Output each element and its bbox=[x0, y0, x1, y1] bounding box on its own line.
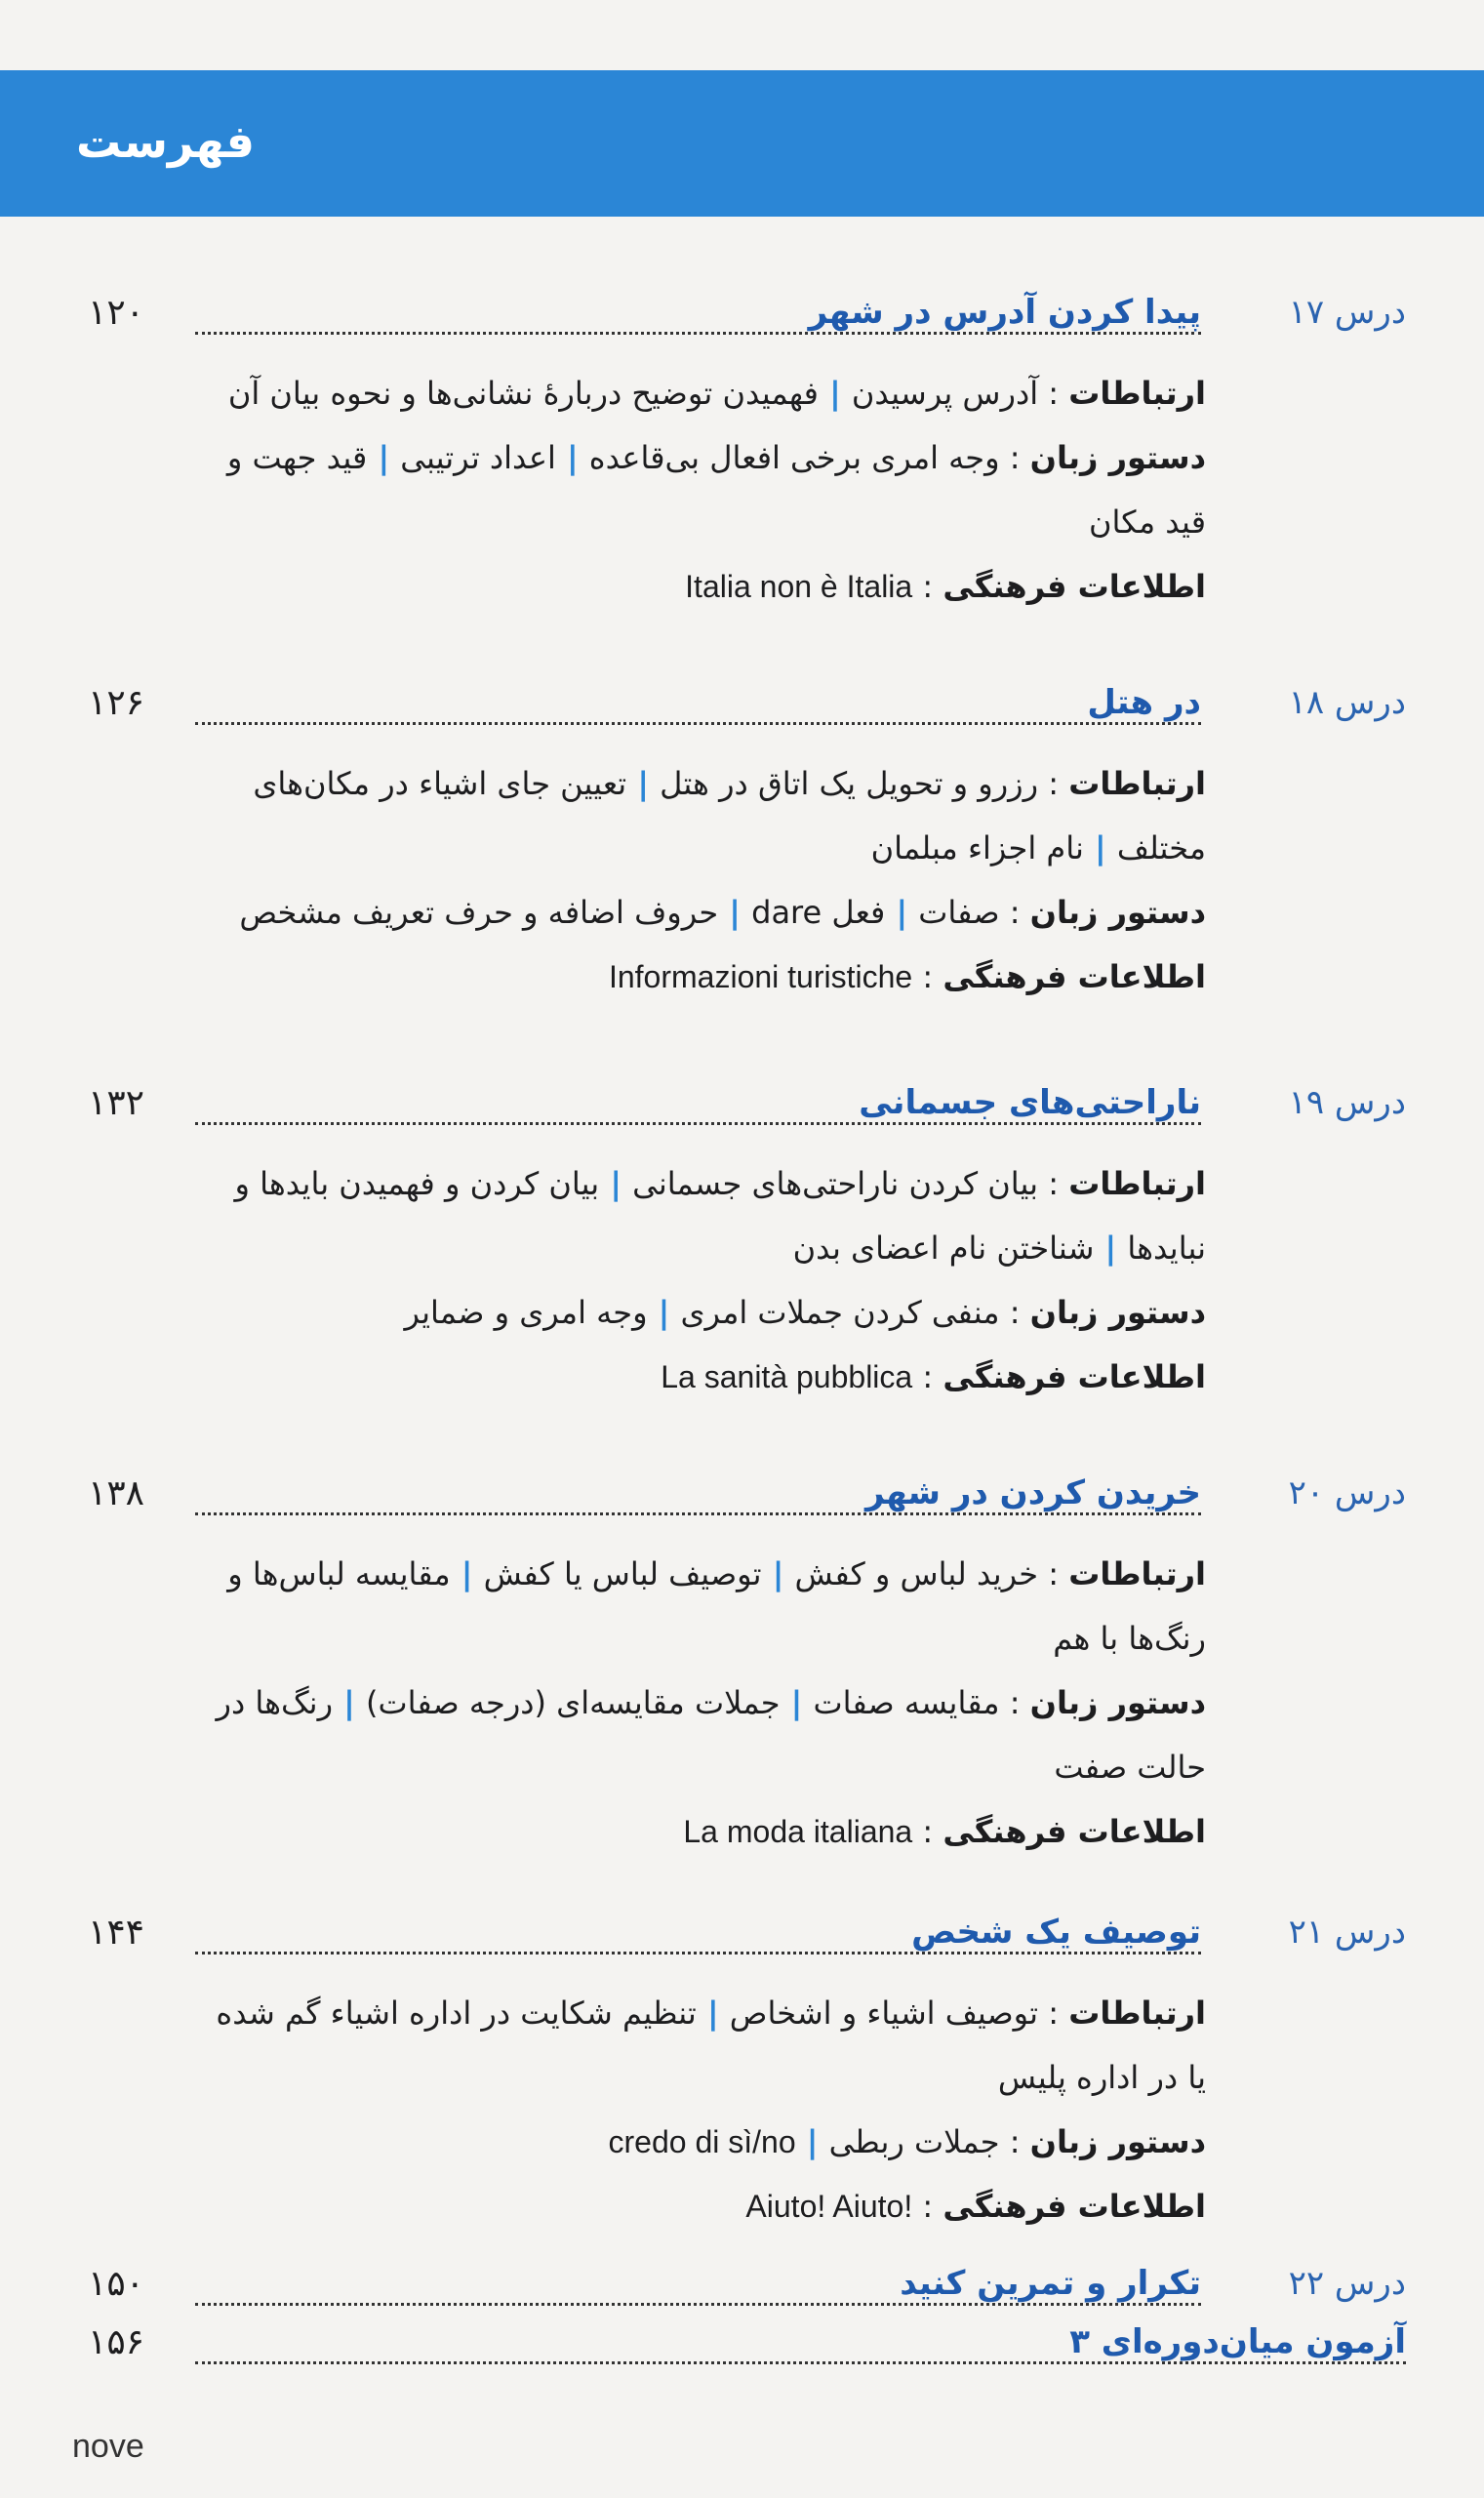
detail-value: خرید لباس و کفش bbox=[794, 1555, 1039, 1592]
detail-value: آدرس پرسیدن bbox=[851, 375, 1039, 412]
lesson-detail-line bbox=[190, 1671, 1206, 1799]
lesson-detail-line bbox=[190, 361, 1206, 425]
lesson-detail-line bbox=[190, 1799, 1206, 1864]
colon: : bbox=[1038, 765, 1069, 802]
lesson-detail-line bbox=[190, 425, 1206, 554]
detail-key: اطلاعات فرهنگی bbox=[943, 568, 1206, 605]
detail-value: رزرو و تحویل یک اتاق در هتل bbox=[660, 765, 1039, 802]
detail-key: دستور زبان bbox=[1029, 1684, 1206, 1721]
detail-value: مقایسه صفات bbox=[813, 1684, 1000, 1721]
lesson-detail-line bbox=[190, 1981, 1206, 2110]
lesson-title: خریدن کردن در شهر bbox=[854, 1473, 1201, 1512]
detail-value: اعداد ترتیبی bbox=[400, 439, 556, 476]
detail-latin-value: Italia non è Italia bbox=[685, 569, 913, 604]
detail-value: وجه امری و ضمایر bbox=[404, 1294, 648, 1331]
colon: : bbox=[999, 894, 1030, 931]
colon: : bbox=[999, 1294, 1030, 1331]
detail-key: دستور زبان bbox=[1029, 439, 1206, 476]
page-title: فهرست bbox=[76, 115, 256, 168]
detail-value: تعیین جای اشیاء در مکان‌های مختلف bbox=[253, 765, 1206, 866]
colon: : bbox=[912, 2188, 943, 2225]
separator: | bbox=[599, 1165, 633, 1202]
detail-value: جملات ربطی bbox=[828, 2123, 1000, 2160]
lesson-detail-line bbox=[190, 554, 1206, 619]
lesson-detail-line bbox=[190, 1345, 1206, 1409]
dot-leader bbox=[195, 2303, 1201, 2306]
colon: : bbox=[912, 1813, 943, 1850]
separator: | bbox=[555, 439, 589, 476]
colon: : bbox=[912, 1358, 943, 1395]
detail-key: اطلاعات فرهنگی bbox=[943, 1813, 1206, 1850]
detail-value: مقایسه لباس‌ها و رنگ‌ها با هم bbox=[227, 1555, 1206, 1657]
separator: | bbox=[696, 1994, 730, 2032]
dot-leader bbox=[195, 2361, 1406, 2364]
lesson-entry bbox=[0, 683, 1484, 1009]
lesson-entry bbox=[0, 2322, 1484, 2391]
detail-value: نام اجزاء مبلمان bbox=[870, 829, 1084, 866]
lesson-entry bbox=[0, 1083, 1484, 1409]
lesson-title: آزمون میان‌دوره‌ای ۳ bbox=[1058, 2322, 1406, 2361]
detail-latin-value: La moda italiana bbox=[683, 1814, 913, 1849]
lesson-number: درس ۲۱ bbox=[1288, 1913, 1406, 1952]
detail-value: رنگ‌ها در حالت صفت bbox=[216, 1684, 1206, 1786]
lesson-title-row[interactable] bbox=[0, 1913, 1484, 1981]
separator: | bbox=[885, 894, 919, 931]
colon: : bbox=[1038, 1165, 1069, 1202]
lesson-title: توصیف یک شخص bbox=[900, 1913, 1201, 1952]
lesson-title: پیدا کردن آدرس در شهر bbox=[797, 293, 1201, 332]
lesson-entry bbox=[0, 1473, 1484, 1864]
detail-value: صفات bbox=[918, 894, 1000, 931]
lesson-number: درس ۱۹ bbox=[1288, 1083, 1406, 1122]
page-number: ۱۵۰ bbox=[88, 2264, 145, 2304]
detail-value: تنظیم شکایت در اداره اشیاء گم شده یا در اداره پلیس bbox=[216, 1994, 1206, 2096]
dot-leader bbox=[195, 332, 1201, 335]
separator: | bbox=[761, 1555, 795, 1592]
colon: : bbox=[999, 1684, 1030, 1721]
lesson-detail-line bbox=[190, 880, 1206, 945]
colon: : bbox=[999, 2123, 1030, 2160]
lesson-number: درس ۲۲ bbox=[1288, 2264, 1406, 2303]
separator: | bbox=[780, 1684, 814, 1721]
lesson-detail-line bbox=[190, 2174, 1206, 2238]
separator: | bbox=[647, 1294, 681, 1331]
detail-key: اطلاعات فرهنگی bbox=[943, 1358, 1206, 1395]
detail-key: ارتباطات bbox=[1068, 375, 1206, 412]
detail-value: بیان کردن و فهمیدن بایدها و نبایدها bbox=[234, 1165, 1206, 1267]
detail-value: وجه امری برخی افعال بی‌قاعده bbox=[588, 439, 1000, 476]
lesson-detail-line bbox=[190, 751, 1206, 880]
detail-key: ارتباطات bbox=[1068, 765, 1206, 802]
detail-key: ارتباطات bbox=[1068, 1994, 1206, 2032]
colon: : bbox=[912, 568, 943, 605]
detail-latin-value: Aiuto! Aiuto! bbox=[745, 2189, 913, 2224]
colon: : bbox=[1038, 1555, 1069, 1592]
lesson-number: درس ۱۸ bbox=[1288, 683, 1406, 722]
separator: | bbox=[626, 765, 661, 802]
detail-value: فهمیدن توضیح دربارهٔ نشانی‌ها و نحوه بیان آن bbox=[227, 375, 819, 412]
detail-key: اطلاعات فرهنگی bbox=[943, 958, 1206, 995]
lesson-title-row[interactable] bbox=[0, 293, 1484, 361]
colon: : bbox=[1038, 1994, 1069, 2032]
detail-latin-value: credo di sì/no bbox=[608, 2124, 796, 2159]
page-number: ۱۲۶ bbox=[88, 683, 145, 723]
page-number: ۱۳۸ bbox=[88, 1473, 145, 1513]
page-number: ۱۵۶ bbox=[88, 2322, 145, 2362]
separator: | bbox=[1094, 1229, 1128, 1267]
separator: | bbox=[718, 894, 752, 931]
detail-value: توصیف لباس یا کفش bbox=[483, 1555, 762, 1592]
colon: : bbox=[912, 958, 943, 995]
lesson-title: تکرار و تمرین کنید bbox=[888, 2264, 1201, 2303]
colon: : bbox=[999, 439, 1030, 476]
colon: : bbox=[1038, 375, 1069, 412]
detail-key: ارتباطات bbox=[1068, 1555, 1206, 1592]
detail-value: شناختن نام اعضای بدن bbox=[792, 1229, 1095, 1267]
page-number: ۱۴۴ bbox=[88, 1913, 145, 1953]
lesson-title-row[interactable] bbox=[0, 683, 1484, 751]
lesson-title: ناراحتی‌های جسمانی bbox=[847, 1083, 1201, 1122]
separator: | bbox=[450, 1555, 484, 1592]
detail-value: حروف اضافه و حرف تعریف مشخص bbox=[239, 894, 719, 931]
detail-value: فعل dare bbox=[751, 894, 886, 931]
lesson-title: در هتل bbox=[1075, 683, 1201, 722]
lesson-title-row[interactable] bbox=[0, 2322, 1484, 2391]
detail-key: دستور زبان bbox=[1029, 894, 1206, 931]
lesson-detail-line bbox=[190, 2110, 1206, 2174]
separator: | bbox=[818, 375, 852, 412]
detail-value: منفی کردن جملات امری bbox=[680, 1294, 1000, 1331]
lesson-detail-line bbox=[190, 1542, 1206, 1671]
detail-key: اطلاعات فرهنگی bbox=[943, 2188, 1206, 2225]
lesson-number: درس ۲۰ bbox=[1288, 1473, 1406, 1512]
page-number: ۱۳۲ bbox=[88, 1083, 145, 1123]
lesson-entry bbox=[0, 1913, 1484, 2238]
lesson-detail-line bbox=[190, 1151, 1206, 1280]
page-number: ۱۲۰ bbox=[88, 293, 145, 333]
separator: | bbox=[333, 1684, 366, 1721]
separator: | bbox=[1083, 829, 1117, 866]
lesson-detail-line bbox=[190, 1280, 1206, 1345]
detail-value: جملات مقایسه‌ای (درجه صفات) bbox=[365, 1684, 781, 1721]
detail-value: توصیف اشیاء و اشخاص bbox=[729, 1994, 1039, 2032]
dot-leader bbox=[195, 1122, 1201, 1125]
separator: | bbox=[367, 439, 401, 476]
detail-key: دستور زبان bbox=[1029, 2123, 1206, 2160]
detail-value: بیان کردن ناراحتی‌های جسمانی bbox=[632, 1165, 1039, 1202]
detail-latin-value: Informazioni turistiche bbox=[608, 959, 913, 994]
lesson-title-row[interactable] bbox=[0, 1083, 1484, 1151]
separator: | bbox=[795, 2123, 829, 2160]
lesson-number: درس ۱۷ bbox=[1288, 293, 1406, 332]
detail-latin-value: La sanità pubblica bbox=[661, 1359, 913, 1394]
detail-key: دستور زبان bbox=[1029, 1294, 1206, 1331]
lesson-detail-line bbox=[190, 945, 1206, 1009]
lesson-title-row[interactable] bbox=[0, 1473, 1484, 1542]
dot-leader bbox=[195, 1512, 1201, 1515]
lesson-entry bbox=[0, 293, 1484, 619]
page-footer-word: nove bbox=[72, 2428, 144, 2465]
dot-leader bbox=[195, 1952, 1201, 1954]
detail-key: ارتباطات bbox=[1068, 1165, 1206, 1202]
dot-leader bbox=[195, 722, 1201, 725]
detail-value: قید جهت و قید مکان bbox=[226, 439, 1206, 541]
